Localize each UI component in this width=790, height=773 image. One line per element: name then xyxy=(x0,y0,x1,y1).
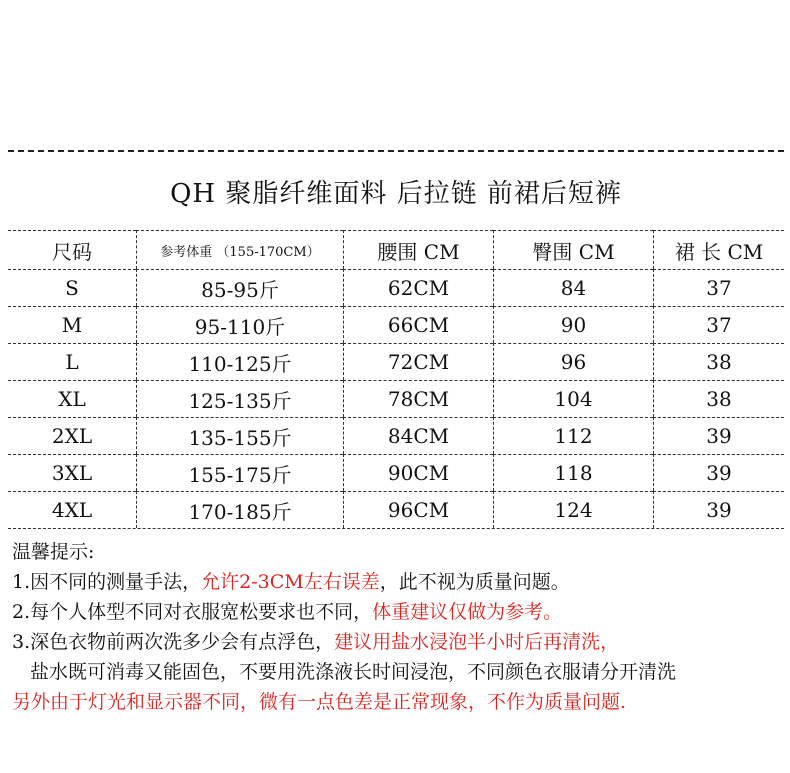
cell-weight: 95-110斤 xyxy=(136,306,343,343)
note-2 xyxy=(12,597,780,627)
cell-hip: 84 xyxy=(493,269,653,306)
cell-waist: 62CM xyxy=(343,269,493,306)
cell-waist: 96CM xyxy=(343,491,493,528)
cell-waist: 90CM xyxy=(343,454,493,491)
cell-size: XL xyxy=(8,380,136,417)
note-3-text-a: 3.深色衣物前两次洗多少会有点浮色， xyxy=(12,631,335,653)
note-3-highlight: 建议用盐水浸泡半小时后再清洗， xyxy=(334,631,620,653)
cell-length: 38 xyxy=(653,380,784,417)
cell-length: 37 xyxy=(653,306,784,343)
cell-hip: 118 xyxy=(493,454,653,491)
note-2-highlight: 体重建议仅做为参考。 xyxy=(372,601,563,623)
note-1-highlight: 允许2-3CM左右误差 xyxy=(201,571,380,593)
page-title: QH 聚脂纤维面料 后拉链 前裙后短裤 xyxy=(170,178,622,209)
cell-size: L xyxy=(8,343,136,380)
cell-size: 3XL xyxy=(8,454,136,491)
cell-weight: 170-185斤 xyxy=(136,491,343,528)
note-1-text-a: 1.因不同的测量手法， xyxy=(12,571,202,593)
cell-weight: 155-175斤 xyxy=(136,454,343,491)
header-size: 尺码 xyxy=(8,230,136,269)
note-3 xyxy=(12,627,780,657)
cell-size: 4XL xyxy=(8,491,136,528)
cell-weight: 135-155斤 xyxy=(136,417,343,454)
cell-length: 39 xyxy=(653,491,784,528)
note-1 xyxy=(12,567,780,597)
cell-size: S xyxy=(8,269,136,306)
header-hip: 臀围 CM xyxy=(493,230,653,269)
cell-waist: 72CM xyxy=(343,343,493,380)
cell-length: 37 xyxy=(653,269,784,306)
cell-hip: 112 xyxy=(493,417,653,454)
notes-heading: 温馨提示: xyxy=(12,541,95,563)
cell-length: 38 xyxy=(653,343,784,380)
note-3-continued: 盐水既可消毒又能固色，不要用洗涤液长时间浸泡，不同颜色衣服请分开清洗 xyxy=(30,661,677,683)
cell-weight: 125-135斤 xyxy=(136,380,343,417)
care-notes xyxy=(8,528,784,717)
header-waist: 腰围 CM xyxy=(343,230,493,269)
cell-weight: 85-95斤 xyxy=(136,269,343,306)
cell-hip: 124 xyxy=(493,491,653,528)
header-weight: 参考体重 （155-170CM） xyxy=(136,230,343,269)
size-table xyxy=(8,230,784,528)
header-length: 裙 长 CM xyxy=(653,230,784,269)
cell-size: 2XL xyxy=(8,417,136,454)
cell-waist: 66CM xyxy=(343,306,493,343)
cell-waist: 84CM xyxy=(343,417,493,454)
cell-hip: 90 xyxy=(493,306,653,343)
cell-hip: 96 xyxy=(493,343,653,380)
cell-waist: 78CM xyxy=(343,380,493,417)
note-color-disclaimer: 另外由于灯光和显示器不同，微有一点色差是正常现象，不作为质量问题. xyxy=(12,691,627,713)
note-1-text-c: ，此不视为质量问题。 xyxy=(379,571,570,593)
cell-length: 39 xyxy=(653,417,784,454)
cell-length: 39 xyxy=(653,454,784,491)
cell-hip: 104 xyxy=(493,380,653,417)
size-chart xyxy=(8,150,784,717)
note-2-text-a: 2.每个人体型不同对衣服宽松要求也不同， xyxy=(12,601,373,623)
cell-size: M xyxy=(8,306,136,343)
cell-weight: 110-125斤 xyxy=(136,343,343,380)
